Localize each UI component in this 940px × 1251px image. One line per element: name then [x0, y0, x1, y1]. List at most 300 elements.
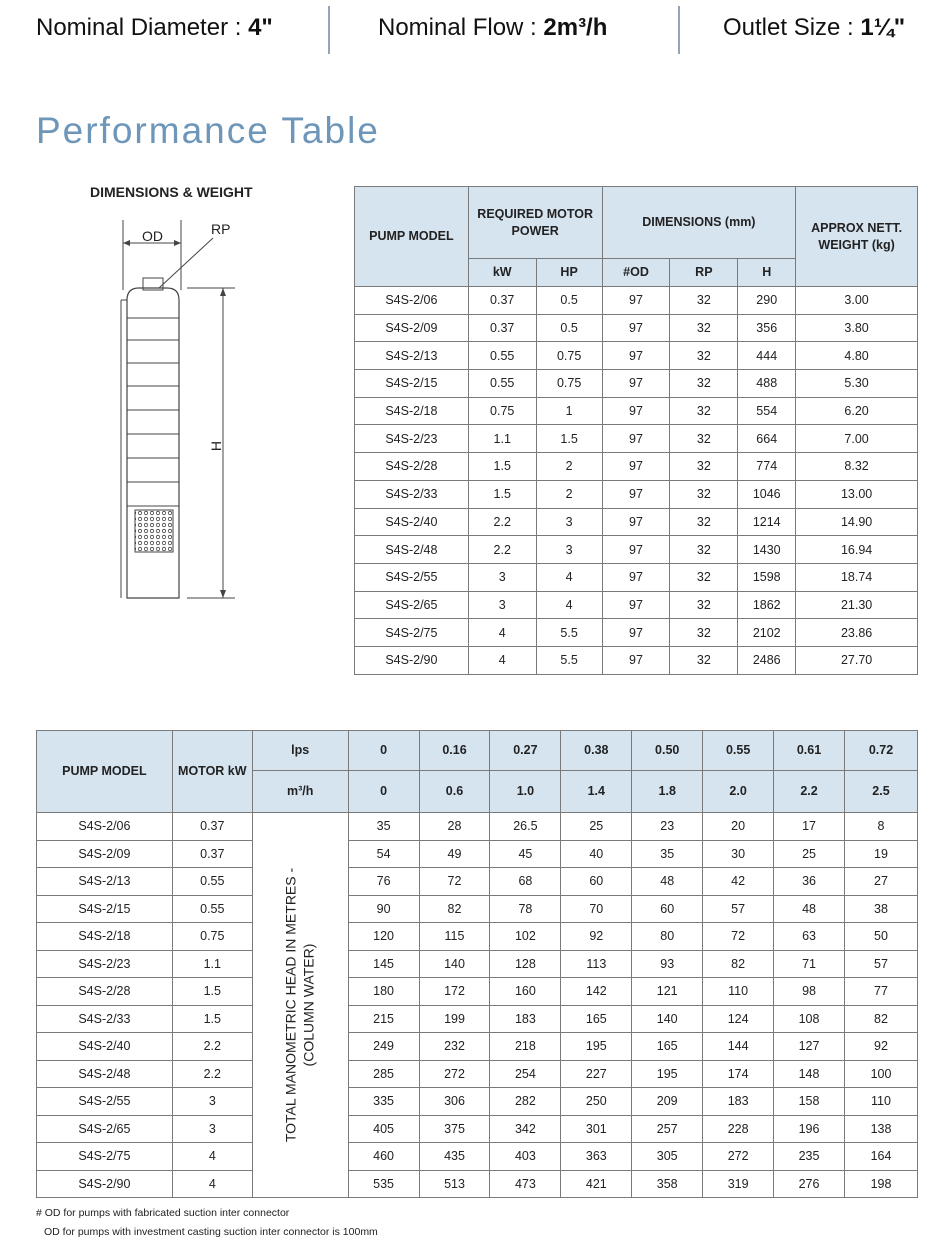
cell-motor-kw: 2.2	[172, 1033, 252, 1061]
cell-motor-kw: 2.2	[172, 1060, 252, 1088]
cell-head: 421	[561, 1170, 632, 1198]
cell-head: 121	[632, 978, 703, 1006]
cell-motor-kw: 0.75	[172, 923, 252, 951]
cell-head: 227	[561, 1060, 632, 1088]
cell-head: 144	[703, 1033, 774, 1061]
cell-weight: 3.00	[796, 287, 918, 315]
cell-head: 20	[703, 813, 774, 841]
cell-head: 199	[419, 1005, 490, 1033]
cell-head: 272	[419, 1060, 490, 1088]
cell-head: 113	[561, 950, 632, 978]
cell-od: 97	[602, 536, 670, 564]
cell-model: S4S-2/28	[37, 978, 173, 1006]
cell-od: 97	[602, 397, 670, 425]
table-row	[355, 646, 918, 674]
col-hp: HP	[536, 259, 602, 287]
cell-kw: 0.37	[468, 287, 536, 315]
flow-m3h-header: 0	[348, 771, 419, 813]
cell-h: 2102	[738, 619, 796, 647]
outlet-size-value: 1¼"	[860, 14, 906, 41]
table-row	[37, 1005, 918, 1033]
cell-model: S4S-2/13	[355, 342, 469, 370]
cell-hp: 1	[536, 397, 602, 425]
cell-head: 460	[348, 1143, 419, 1171]
cell-weight: 5.30	[796, 370, 918, 398]
cell-model: S4S-2/06	[37, 813, 173, 841]
col-rp: RP	[670, 259, 738, 287]
cell-head: 138	[844, 1115, 917, 1143]
flow-m3h-header: 1.0	[490, 771, 561, 813]
cell-motor-kw: 1.1	[172, 950, 252, 978]
cell-head: 72	[419, 868, 490, 896]
cell-head: 254	[490, 1060, 561, 1088]
footnote-od-fabricated: # OD for pumps with fabricated suction inter connector	[36, 1207, 290, 1219]
table-row	[355, 425, 918, 453]
cell-hp: 0.5	[536, 287, 602, 315]
header-divider	[678, 6, 680, 54]
dimensions-weight-table	[354, 186, 918, 675]
cell-head: 513	[419, 1170, 490, 1198]
cell-head: 342	[490, 1115, 561, 1143]
cell-h: 1862	[738, 591, 796, 619]
cell-od: 97	[602, 287, 670, 315]
cell-head: 63	[774, 923, 845, 951]
cell-head: 165	[632, 1033, 703, 1061]
cell-head: 48	[774, 895, 845, 923]
cell-head: 27	[844, 868, 917, 896]
table-row	[355, 342, 918, 370]
h-label: H	[208, 440, 224, 452]
flow-m3h-header: 1.4	[561, 771, 632, 813]
table-row	[37, 1060, 918, 1088]
cell-head: 50	[844, 923, 917, 951]
cell-motor-kw: 1.5	[172, 1005, 252, 1033]
cell-head: 54	[348, 840, 419, 868]
outlet-size	[723, 14, 905, 42]
table-row	[355, 563, 918, 591]
cell-head: 19	[844, 840, 917, 868]
cell-weight: 27.70	[796, 646, 918, 674]
cell-od: 97	[602, 314, 670, 342]
cell-od: 97	[602, 563, 670, 591]
cell-head: 42	[703, 868, 774, 896]
cell-head: 124	[703, 1005, 774, 1033]
table-row	[37, 813, 918, 841]
cell-head: 82	[703, 950, 774, 978]
cell-h: 1430	[738, 536, 796, 564]
flow-lps-header: 0.72	[844, 731, 917, 771]
cell-hp: 2	[536, 453, 602, 481]
table-row	[355, 591, 918, 619]
table-row	[355, 619, 918, 647]
cell-head: 98	[774, 978, 845, 1006]
cell-od: 97	[602, 619, 670, 647]
flow-lps-header: 0	[348, 731, 419, 771]
cell-weight: 6.20	[796, 397, 918, 425]
cell-head: 257	[632, 1115, 703, 1143]
cell-model: S4S-2/75	[37, 1143, 173, 1171]
cell-motor-kw: 0.55	[172, 895, 252, 923]
cell-head: 195	[632, 1060, 703, 1088]
col-motor-kw: MOTOR kW	[172, 731, 252, 813]
cell-head: 435	[419, 1143, 490, 1171]
flow-m3h-header: 2.0	[703, 771, 774, 813]
cell-kw: 1.1	[468, 425, 536, 453]
cell-head: 128	[490, 950, 561, 978]
cell-head: 57	[844, 950, 917, 978]
cell-head: 183	[703, 1088, 774, 1116]
cell-model: S4S-2/90	[355, 646, 469, 674]
cell-head: 375	[419, 1115, 490, 1143]
cell-head: 405	[348, 1115, 419, 1143]
cell-head: 140	[419, 950, 490, 978]
cell-model: S4S-2/09	[37, 840, 173, 868]
cell-model: S4S-2/23	[37, 950, 173, 978]
cell-rp: 32	[670, 646, 738, 674]
table-row	[355, 397, 918, 425]
col-dimensions: DIMENSIONS (mm)	[602, 187, 796, 259]
cell-model: S4S-2/55	[355, 563, 469, 591]
flow-lps-header: 0.27	[490, 731, 561, 771]
cell-h: 774	[738, 453, 796, 481]
cell-head: 35	[348, 813, 419, 841]
cell-rp: 32	[670, 563, 738, 591]
cell-h: 1214	[738, 508, 796, 536]
cell-head: 8	[844, 813, 917, 841]
outlet-size-label: Outlet Size :	[723, 14, 861, 41]
flow-m3h-header: 2.5	[844, 771, 917, 813]
lps-unit: lps	[252, 731, 348, 771]
cell-head: 140	[632, 1005, 703, 1033]
cell-rp: 32	[670, 287, 738, 315]
cell-model: S4S-2/23	[355, 425, 469, 453]
cell-rp: 32	[670, 480, 738, 508]
cell-model: S4S-2/48	[355, 536, 469, 564]
cell-head: 305	[632, 1143, 703, 1171]
cell-rp: 32	[670, 591, 738, 619]
cell-weight: 18.74	[796, 563, 918, 591]
cell-head: 40	[561, 840, 632, 868]
col-pump-model: PUMP MODEL	[355, 187, 469, 287]
cell-od: 97	[602, 370, 670, 398]
cell-head: 215	[348, 1005, 419, 1033]
cell-weight: 4.80	[796, 342, 918, 370]
cell-head: 90	[348, 895, 419, 923]
cell-model: S4S-2/28	[355, 453, 469, 481]
cell-motor-kw: 0.37	[172, 813, 252, 841]
cell-head: 142	[561, 978, 632, 1006]
cell-head: 100	[844, 1060, 917, 1088]
cell-kw: 0.75	[468, 397, 536, 425]
cell-head: 196	[774, 1115, 845, 1143]
cell-head: 82	[844, 1005, 917, 1033]
cell-rp: 32	[670, 619, 738, 647]
cell-head: 145	[348, 950, 419, 978]
cell-model: S4S-2/13	[37, 868, 173, 896]
cell-od: 97	[602, 342, 670, 370]
cell-hp: 4	[536, 591, 602, 619]
cell-weight: 21.30	[796, 591, 918, 619]
cell-head: 60	[561, 868, 632, 896]
cell-model: S4S-2/65	[37, 1115, 173, 1143]
cell-head: 232	[419, 1033, 490, 1061]
cell-h: 356	[738, 314, 796, 342]
cell-head: 183	[490, 1005, 561, 1033]
od-label: OD	[142, 228, 163, 244]
flow-m3h-header: 0.6	[419, 771, 490, 813]
head-axis-label: TOTAL MANOMETRIC HEAD IN METRES - (COLUMN WATER)	[282, 867, 317, 1143]
cell-hp: 0.75	[536, 342, 602, 370]
cell-head: 115	[419, 923, 490, 951]
cell-h: 1046	[738, 480, 796, 508]
cell-head: 403	[490, 1143, 561, 1171]
cell-head: 45	[490, 840, 561, 868]
cell-head: 120	[348, 923, 419, 951]
cell-head: 301	[561, 1115, 632, 1143]
cell-hp: 0.5	[536, 314, 602, 342]
cell-head: 335	[348, 1088, 419, 1116]
table-row	[355, 508, 918, 536]
performance-table	[36, 730, 918, 1198]
col-h: H	[738, 259, 796, 287]
cell-rp: 32	[670, 370, 738, 398]
cell-head: 60	[632, 895, 703, 923]
table-row	[37, 840, 918, 868]
cell-head: 25	[561, 813, 632, 841]
cell-hp: 5.5	[536, 646, 602, 674]
cell-kw: 4	[468, 646, 536, 674]
table-row	[355, 480, 918, 508]
cell-head: 535	[348, 1170, 419, 1198]
cell-head: 306	[419, 1088, 490, 1116]
table-row	[355, 453, 918, 481]
cell-od: 97	[602, 646, 670, 674]
cell-motor-kw: 3	[172, 1115, 252, 1143]
footnote-od-investment: OD for pumps with investment casting suction inter connector is 100mm	[44, 1226, 378, 1238]
cell-h: 1598	[738, 563, 796, 591]
cell-head: 235	[774, 1143, 845, 1171]
header-divider	[328, 6, 330, 54]
table-row	[37, 1088, 918, 1116]
cell-head: 38	[844, 895, 917, 923]
cell-model: S4S-2/40	[37, 1033, 173, 1061]
cell-rp: 32	[670, 314, 738, 342]
cell-head: 48	[632, 868, 703, 896]
cell-head: 35	[632, 840, 703, 868]
cell-hp: 4	[536, 563, 602, 591]
cell-weight: 3.80	[796, 314, 918, 342]
table-row	[37, 1115, 918, 1143]
cell-rp: 32	[670, 342, 738, 370]
cell-head: 218	[490, 1033, 561, 1061]
pump-dimension-diagram	[95, 210, 255, 615]
cell-head: 228	[703, 1115, 774, 1143]
cell-weight: 14.90	[796, 508, 918, 536]
flow-lps-header: 0.16	[419, 731, 490, 771]
cell-head: 110	[844, 1088, 917, 1116]
cell-kw: 0.55	[468, 342, 536, 370]
cell-head: 102	[490, 923, 561, 951]
cell-od: 97	[602, 425, 670, 453]
nominal-diameter-label: Nominal Diameter :	[36, 14, 249, 41]
cell-head: 108	[774, 1005, 845, 1033]
cell-h: 554	[738, 397, 796, 425]
nominal-diameter-value: 4"	[248, 14, 273, 41]
pump-drawing-icon	[95, 210, 255, 610]
cell-model: S4S-2/18	[37, 923, 173, 951]
head-axis-label-cell	[252, 813, 348, 1198]
table-row	[37, 868, 918, 896]
col-od: #OD	[602, 259, 670, 287]
cell-kw: 1.5	[468, 453, 536, 481]
cell-kw: 2.2	[468, 508, 536, 536]
col-kw: kW	[468, 259, 536, 287]
col-motor-power: REQUIRED MOTOR POWER	[468, 187, 602, 259]
cell-kw: 0.55	[468, 370, 536, 398]
nominal-flow-value: 2m³/h	[543, 14, 608, 41]
cell-head: 77	[844, 978, 917, 1006]
cell-hp: 3	[536, 508, 602, 536]
cell-head: 180	[348, 978, 419, 1006]
table-row	[37, 923, 918, 951]
cell-hp: 1.5	[536, 425, 602, 453]
cell-head: 158	[774, 1088, 845, 1116]
cell-kw: 1.5	[468, 480, 536, 508]
cell-head: 28	[419, 813, 490, 841]
col-weight: APPROX NETT. WEIGHT (kg)	[796, 187, 918, 287]
table-row	[355, 536, 918, 564]
cell-head: 71	[774, 950, 845, 978]
cell-model: S4S-2/48	[37, 1060, 173, 1088]
dimensions-heading: DIMENSIONS & WEIGHT	[90, 184, 253, 200]
cell-h: 290	[738, 287, 796, 315]
cell-motor-kw: 0.37	[172, 840, 252, 868]
cell-weight: 8.32	[796, 453, 918, 481]
cell-h: 664	[738, 425, 796, 453]
cell-head: 49	[419, 840, 490, 868]
nominal-flow-label: Nominal Flow :	[378, 14, 544, 41]
cell-head: 174	[703, 1060, 774, 1088]
table-row	[37, 978, 918, 1006]
cell-head: 209	[632, 1088, 703, 1116]
cell-kw: 3	[468, 591, 536, 619]
cell-head: 276	[774, 1170, 845, 1198]
cell-head: 76	[348, 868, 419, 896]
cell-motor-kw: 3	[172, 1088, 252, 1116]
cell-weight: 7.00	[796, 425, 918, 453]
cell-head: 363	[561, 1143, 632, 1171]
cell-head: 72	[703, 923, 774, 951]
cell-model: S4S-2/55	[37, 1088, 173, 1116]
cell-motor-kw: 4	[172, 1170, 252, 1198]
cell-head: 250	[561, 1088, 632, 1116]
cell-head: 92	[561, 923, 632, 951]
flow-lps-header: 0.61	[774, 731, 845, 771]
cell-head: 285	[348, 1060, 419, 1088]
flow-m3h-header: 1.8	[632, 771, 703, 813]
cell-motor-kw: 1.5	[172, 978, 252, 1006]
cell-weight: 23.86	[796, 619, 918, 647]
cell-head: 30	[703, 840, 774, 868]
cell-head: 70	[561, 895, 632, 923]
cell-h: 2486	[738, 646, 796, 674]
cell-head: 249	[348, 1033, 419, 1061]
cell-h: 488	[738, 370, 796, 398]
cell-model: S4S-2/75	[355, 619, 469, 647]
cell-head: 26.5	[490, 813, 561, 841]
cell-motor-kw: 4	[172, 1143, 252, 1171]
cell-head: 148	[774, 1060, 845, 1088]
cell-head: 172	[419, 978, 490, 1006]
cell-h: 444	[738, 342, 796, 370]
cell-model: S4S-2/33	[37, 1005, 173, 1033]
cell-hp: 3	[536, 536, 602, 564]
cell-head: 358	[632, 1170, 703, 1198]
cell-kw: 3	[468, 563, 536, 591]
cell-model: S4S-2/09	[355, 314, 469, 342]
cell-head: 195	[561, 1033, 632, 1061]
table-row	[37, 1170, 918, 1198]
table-row	[37, 1143, 918, 1171]
nominal-flow	[378, 14, 607, 42]
cell-head: 282	[490, 1088, 561, 1116]
cell-head: 198	[844, 1170, 917, 1198]
flow-lps-header: 0.38	[561, 731, 632, 771]
cell-head: 110	[703, 978, 774, 1006]
page-title: Performance Table	[36, 110, 380, 151]
table-row	[37, 895, 918, 923]
cell-weight: 16.94	[796, 536, 918, 564]
cell-od: 97	[602, 591, 670, 619]
cell-rp: 32	[670, 397, 738, 425]
cell-od: 97	[602, 480, 670, 508]
cell-model: S4S-2/06	[355, 287, 469, 315]
cell-model: S4S-2/33	[355, 480, 469, 508]
cell-head: 93	[632, 950, 703, 978]
cell-head: 36	[774, 868, 845, 896]
cell-hp: 0.75	[536, 370, 602, 398]
cell-hp: 5.5	[536, 619, 602, 647]
table-row	[355, 314, 918, 342]
m3h-unit: m³/h	[252, 771, 348, 813]
cell-head: 92	[844, 1033, 917, 1061]
cell-rp: 32	[670, 425, 738, 453]
cell-weight: 13.00	[796, 480, 918, 508]
flow-m3h-header: 2.2	[774, 771, 845, 813]
cell-head: 319	[703, 1170, 774, 1198]
cell-kw: 4	[468, 619, 536, 647]
cell-head: 164	[844, 1143, 917, 1171]
table-row	[355, 370, 918, 398]
spec-header	[0, 0, 940, 64]
cell-kw: 2.2	[468, 536, 536, 564]
cell-motor-kw: 0.55	[172, 868, 252, 896]
cell-model: S4S-2/15	[355, 370, 469, 398]
cell-head: 160	[490, 978, 561, 1006]
cell-head: 272	[703, 1143, 774, 1171]
cell-head: 82	[419, 895, 490, 923]
cell-head: 80	[632, 923, 703, 951]
cell-rp: 32	[670, 453, 738, 481]
cell-head: 17	[774, 813, 845, 841]
cell-head: 78	[490, 895, 561, 923]
col-pump-model: PUMP MODEL	[37, 731, 173, 813]
cell-od: 97	[602, 508, 670, 536]
cell-model: S4S-2/15	[37, 895, 173, 923]
cell-hp: 2	[536, 480, 602, 508]
cell-kw: 0.37	[468, 314, 536, 342]
cell-head: 68	[490, 868, 561, 896]
